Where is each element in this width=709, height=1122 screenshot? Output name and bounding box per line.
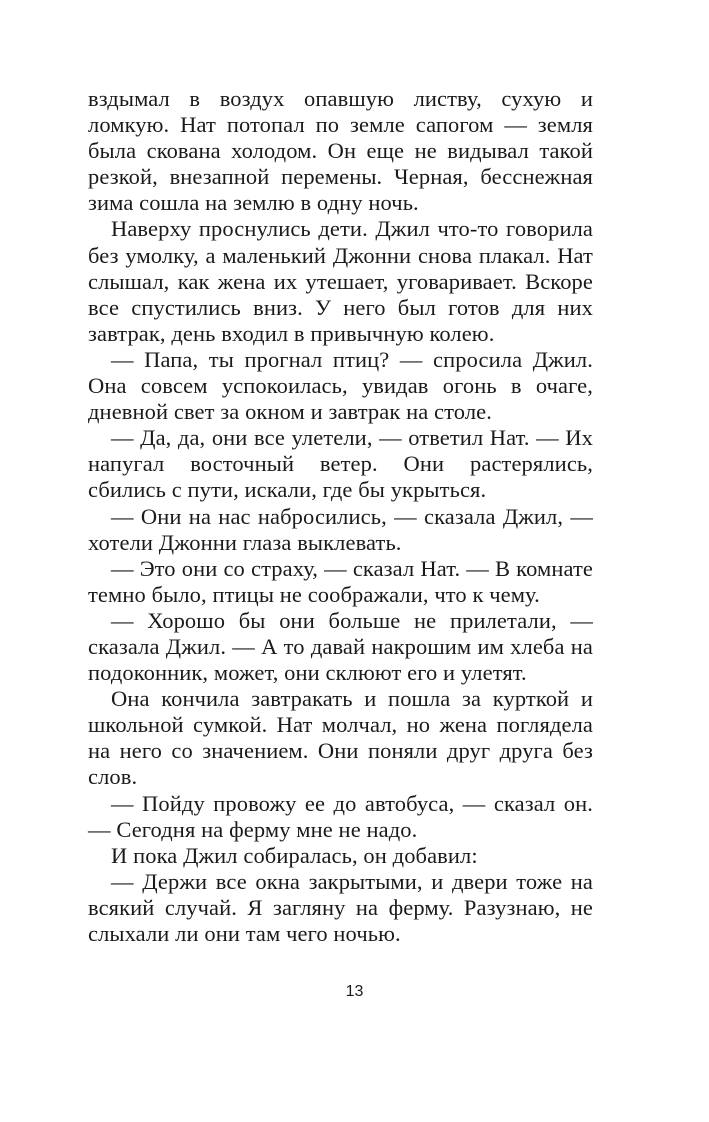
paragraph: Она кончила завтракать и пошла за курткой и школьной сумкой. Нат молчал, но жена поглядела на него со значением. Они поняли друг друга без слов. [88,686,593,790]
dialogue-paragraph: — Держи все окна закрытыми, и двери тоже на всякий случай. Я загляну на ферму. Разузнаю, не слыхали ли они там чего ночью. [88,868,593,946]
dialogue-paragraph: — Пойду провожу ее до автобуса, — сказал он. — Сегодня на ферму мне не надо. [88,790,593,842]
body-text [88,86,593,947]
dialogue-paragraph: — Папа, ты прогнал птиц? — спросила Джил. Она совсем успокоилась, увидав огонь в очаге, дневной свет за окном и завтрак на столе. [88,346,593,425]
page-number: 13 [345,983,364,1000]
paragraph: Наверху проснулись дети. Джил что-то говорила без умолку, а маленький Джонни снова плакал. Нат слышал, как жена их утешает, уговаривает. Вскоре все спустились вниз. У него был готов для них завтрак, день входил в привычную колею. [88,216,593,346]
dialogue-paragraph: — Они на нас набросились, — сказала Джил, — хотели Джонни глаза выклевать. [88,503,593,555]
dialogue-paragraph: — Хорошо бы они больше не прилетали, — сказала Джил. — А то давай накрошим им хлеба на подоконник, может, они склюют его и улетят. [88,607,593,686]
dialogue-paragraph: — Да, да, они все улетели, — ответил Нат. — Их напугал восточный ветер. Они растерялись, сбились с пути, искали, где бы укрыться. [88,425,593,503]
paragraph-continuation: вздымал в воздух опавшую листву, сухую и ломкую. Нат потопал по земле сапогом — земля была скована холодом. Он еще не видывал такой резкой, внезапной перемены. Черная, бесснежная зима сошла на землю в одну ночь. [88,86,593,216]
paragraph: И пока Джил собиралась, он добавил: [111,842,478,868]
dialogue-paragraph: — Это они со страху, — сказал Нат. — В комнате темно было, птицы не соображали, что к чему. [88,555,593,607]
